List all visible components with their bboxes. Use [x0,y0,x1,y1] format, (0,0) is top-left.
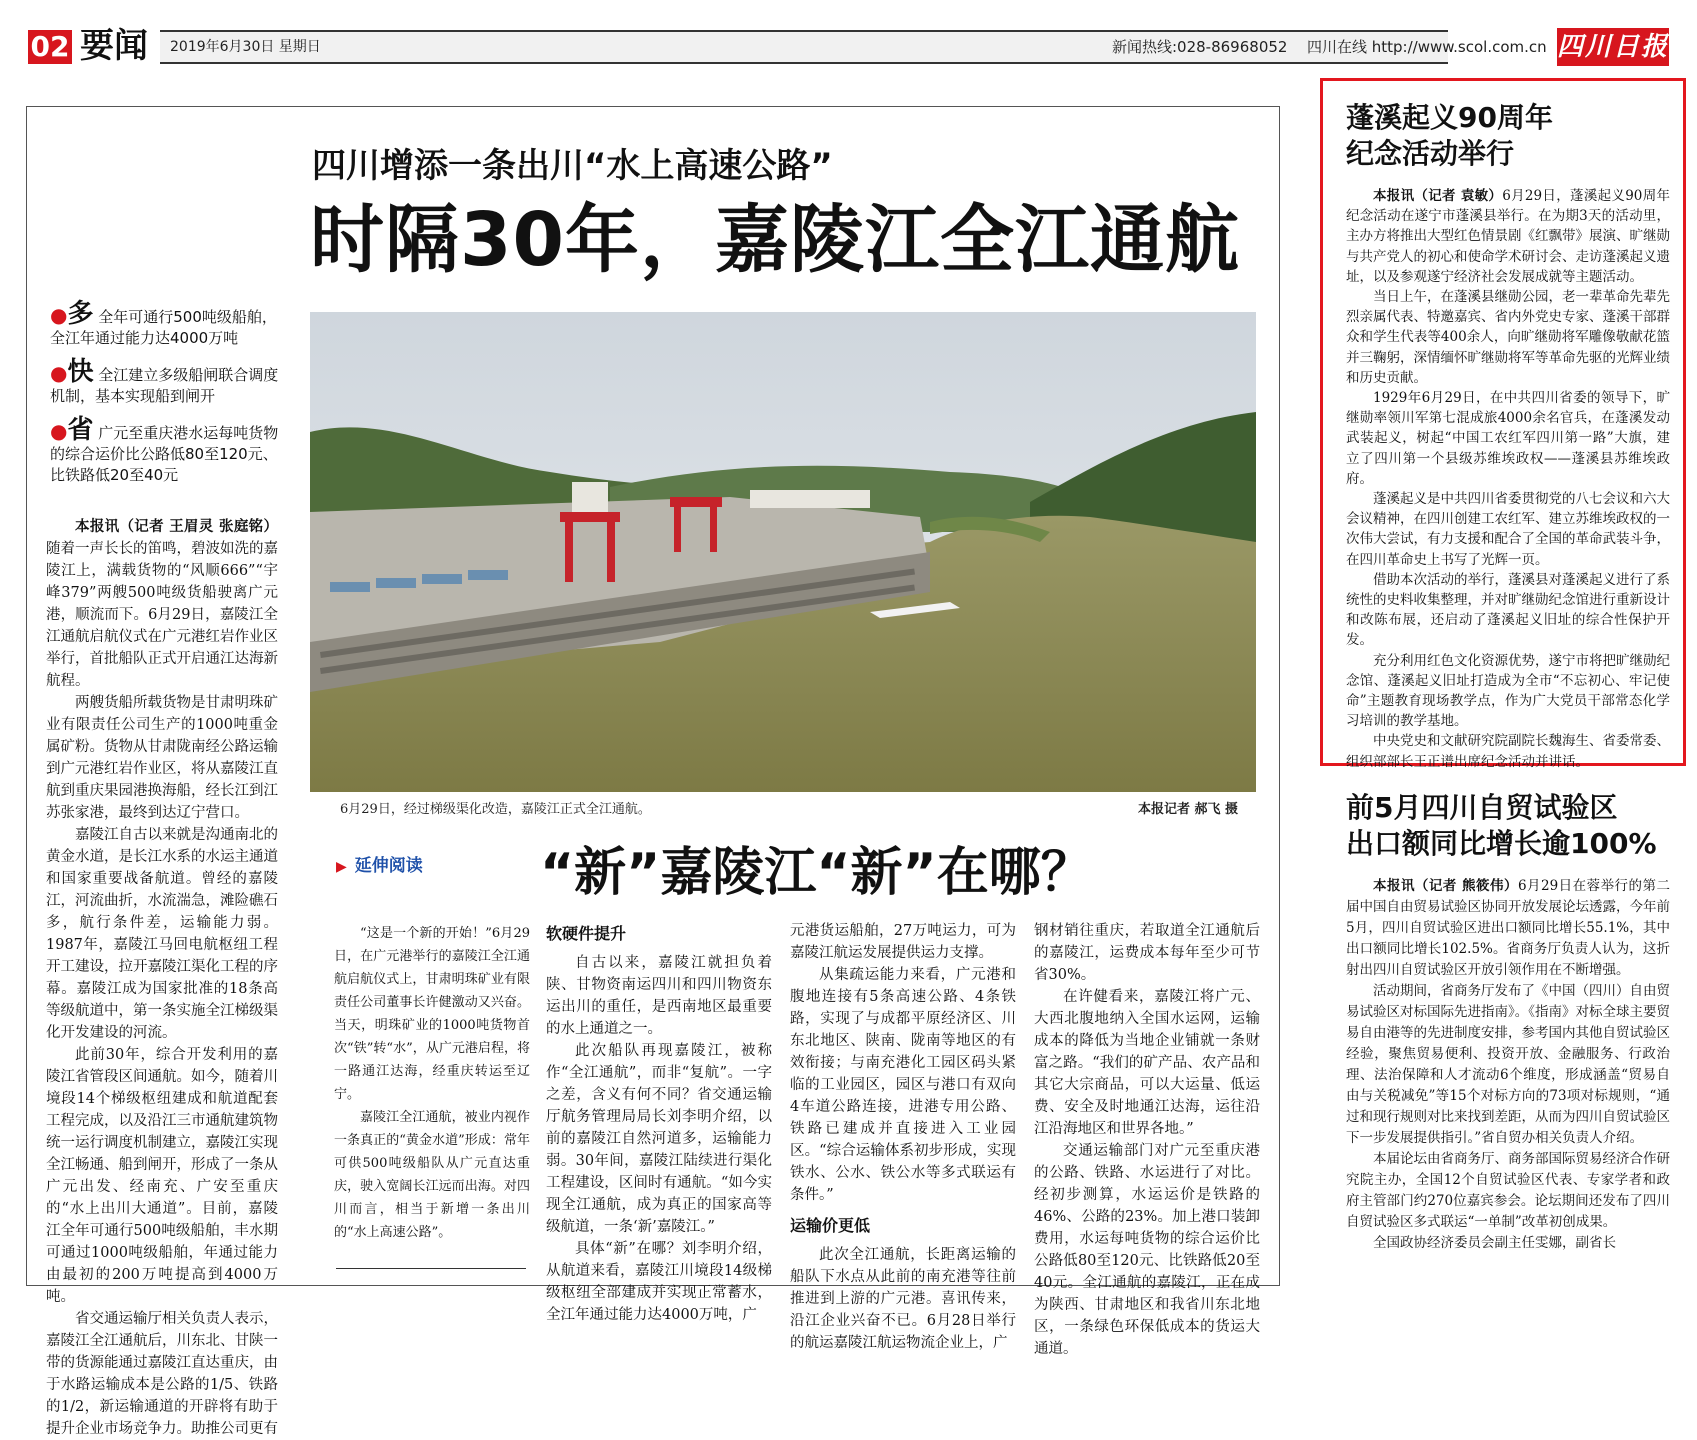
subheading: 软硬件提升 [546,924,627,943]
lead-headline: 时隔30年，嘉陵江全江通航 [310,197,1240,283]
bullet-dot-icon: ● [50,419,68,443]
river-port-photo [310,312,1256,792]
paragraph: 此前30年，综合开发利用的嘉陵江省管段区间通航。如今，随着川境段14个梯级枢纽建成和航道配套工程完成，以及沿江三市通航建筑物统一运行调度机制建立，嘉陵江实现全江畅通、船到闸开，形成了一条从广元出发、经南充、广安至重庆的“水上出川大通道”。目前，嘉陵江全年可通行500吨级船舶，丰水期可通过1000吨级船舶，年通过能力由最初的200万吨提高到4000万吨。 [46,1047,278,1305]
highlight-bullet: ●多 全年可通行500吨级船舶，全江年通过能力达4000万吨 [50,299,277,347]
sidebar-headline: 蓬溪起义90周年 纪念活动举行 [1346,101,1553,170]
lead-body-column: 本报讯（记者 王眉灵 张庭铭）随着一声长长的笛鸣，碧波如洗的嘉陵江上，满载货物的“风顺666”“宇峰379”两艘500吨级货船驶离广元港，顺流而下。6月29日，嘉陵江全江通航启航仪式在广元港红岩作业区举行，首批船队正式开启通江达海新航程。 两艘货船所载货物是甘肃明珠矿业有限责任公司生产的1000吨重金属矿粉。货物从甘肃陇南经公路运输到广元港红岩作业区，将从嘉陵江直航到重庆果园港换海船，经长江到江苏张家港，最终到达辽宁营口。 嘉陵江自古以来就是沟通南北的黄金水道，是长江水系的水运主通道和国家重要战备航道。曾经的嘉陵江，河流曲折，水流湍急，滩险礁石多，航行条件差，运输能力弱。1987年，嘉陵江马回电航枢纽工程开工建设，拉开嘉陵江渠化工程的序幕。嘉陵江成为国家批准的18条高等级航道中，第一条实施全江梯级渠化开发建设的河流。 此前30年，综合开发利用的嘉陵江省管段区间通航。如今，随着川境段14个梯级枢纽建成和航道配套工程完成，以及沿江三市通航建筑物统一运行调度机制建立，嘉陵江实现全江畅通、船到闸开，形成了一条从广元出发、经南充、广安至重庆的“水上出川大通道”。目前，嘉陵江全年可通行500吨级船舶，丰水期可通过1000吨级船舶，年通过能力由最初的200万吨提高到4000万吨。 省交通运输厅相关负责人表示，嘉陵江全江通航后，川东北、甘陕一带的货源能通过嘉陵江直达重庆，由于水路运输成本是公路的1/5、铁路的1/2，新运输通道的开辟将有助于提升企业市场竞争力。助推公司更有 [46,516,278,1440]
paragraph: 具体“新”在哪？刘李明介绍，从航道来看，嘉陵江川境段14级梯级枢纽全部建成并实现正常蓄水，全江年通过能力达4000万吨，广 [546,1241,772,1323]
paragraph: 嘉陵江自古以来就是沟通南北的黄金水道，是长江水系的水运主通道和国家重要战备航道。曾经的嘉陵江，河流曲折，水流湍急，滩险礁石多，航行条件差，运输能力弱。1987年，嘉陵江马回电航枢纽工程开工建设，拉开嘉陵江渠化工程的序幕。嘉陵江成为国家批准的18条高等级航道中，第一条实施全江梯级渠化开发建设的河流。 [46,827,278,1041]
bullet-dot-icon: ● [50,303,68,327]
paragraph: 省交通运输厅相关负责人表示，嘉陵江全江通航后，川东北、甘陕一带的货源能通过嘉陵江直达重庆，由于水路运输成本是公路的1/5、铁路的1/2，新运输通道的开辟将有助于提升企业市场竞争力。助推公司更有 [46,1311,278,1437]
paragraph: 钢材销往重庆，若取道全江通航后的嘉陵江，运费成本每年至少可节省30%。 [1034,923,1260,983]
sidebar-story-body: 本报讯（记者 袁敏）6月29日，蓬溪起义90周年纪念活动在遂宁市蓬溪县举行。在为期3天的活动里，主办方将推出大型红色情景剧《红飘带》展演、旷继勋与共产党人的初心和使命学术研讨会、走访蓬溪起义遗址，以及参观遂宁经济社会发展成就等主题活动。 当日上午，在蓬溪县继勋公园，老一辈革命先辈先烈亲属代表、特邀嘉宾、省内外党史专家、蓬溪干部群众和学生代表等400余人，向旷继勋将军雕像敬献花篮并三鞠躬，深情缅怀旷继勋将军等革命先驱的光辉业绩和历史贡献。 1929年6月29日，在中共四川省委的领导下，旷继勋率领川军第七混成旅4000余名官兵，在蓬溪发动武装起义，树起“中国工农红军四川第一路”大旗，建立了四川第一个县级苏维埃政权——蓬溪县苏维埃政府。 蓬溪起义是中共四川省委贯彻党的八七会议和六大会议精神，在四川创建工农红军、建立苏维埃政权的一次伟大尝试，有力支援和配合了全国的革命武装斗争，在四川革命史上书写了光辉一页。 借助本次活动的举行，蓬溪县对蓬溪起义进行了系统性的史料收集整理，并对旷继勋纪念馆进行重新设计和改陈布展，还启动了蓬溪起义旧址的综合性保护开发。 充分利用红色文化资源优势，遂宁市将把旷继勋纪念馆、蓬溪起义旧址打造成为全市“不忘初心、牢记使命”主题教育现场教学点，作为广大党员干部常态化学习培训的教学基地。 中央党史和文献研究院副院长魏海生、省委常委、组织部部长王正谱出席纪念活动并讲话。 [1346,186,1670,772]
extension-column [790,920,1016,1354]
photo-credit: 本报记者 郝飞 摄 [1138,802,1239,817]
bullet-dot-icon: ● [50,361,68,385]
paragraph: 中央党史和文献研究院副院长魏海生、省委常委、组织部部长王正谱出席纪念活动并讲话。 [1346,733,1670,770]
sidebar-byline: 本报讯（记者 袁敏） [1373,188,1503,204]
photo-caption: 6月29日，经过梯级渠化改造，嘉陵江正式全江通航。 [340,802,651,817]
extension-column [546,922,772,1326]
paragraph: 蓬溪起义是中共四川省委贯彻党的八七会议和六大会议精神，在四川创建工农红军、建立苏维埃政权的一次伟大尝试，有力支援和配合了全国的革命武装斗争，在四川革命史上书写了光辉一页。 [1346,491,1670,568]
paragraph: 嘉陵江全江通航，被业内视作一条真正的“黄金水道”形成：常年可供500吨级船队从广元直达重庆，驶入宽阔长江远而出海。对四川而言，相当于新增一条出川的“水上高速公路”。 [334,1110,530,1240]
lead-kicker: 四川增添一条出川“水上高速公路” [312,146,833,186]
extension-column [1034,920,1260,1360]
paragraph: 两艘货船所载货物是甘肃明珠矿业有限责任公司生产的1000吨重金属矿粉。货物从甘肃陇南经公路运输到广元港红岩作业区，将从嘉陵江直航到重庆果园港换海船，经长江到江苏张家港，最终到达辽宁营口。 [46,695,278,821]
paragraph: 充分利用红色文化资源优势，遂宁市将把旷继勋纪念馆、蓬溪起义旧址打造成为全市“不忘初心、牢记使命”主题教育现场教学点，作为广大党员干部常态化学习培训的教学基地。 [1346,652,1670,730]
paragraph: 本届论坛由省商务厅、商务部国际贸易经济合作研究院主办，全国12个自贸试验区代表、专家学者和政府主管部门约270位嘉宾参会。论坛期间还发布了四川自贸试验区多式联运“一单制”改革初创成果。 [1346,1151,1670,1230]
subheading: 运输价更低 [790,1216,871,1235]
paragraph: 此次全江通航，长距离运输的船队下水点从此前的南充港等往前推进到上游的广元港。喜讯传来，沿江企业兴奋不已。6月28日举行的航运嘉陵江航运物流企业上，广 [790,1247,1016,1351]
sidebar-story-body: 本报讯（记者 熊筱伟）6月29日在蓉举行的第二届中国自由贸易试验区协同开放发展论坛透露，今年前5月，四川自贸试验区进出口额同比增长55.1%，其中出口额同比增长102.5%。省商务厅负责人认为，这折射出四川自贸试验区开放引领作用在不断增强。 活动期间，省商务厅发布了《中国（四川）自由贸易试验区对标国际先进指南》。《指南》对标全球主要贸易自由港等的先进制度安排，参考国内其他自贸试验区经验，聚焦贸易便利、投资开放、金融服务、行政治理、法治保障和人才流动6个维度，形成涵盖“贸易自由与关税减免”等15个对标方向的73项对标规则，“通过和现行规则对比来找到差距，从而为四川自贸试验区下一步发展提供指引。”省自贸办相关负责人介绍。 本届论坛由省商务厅、商务部国际贸易经济合作研究院主办，全国12个自贸试验区代表、专家学者和政府主管部门约270位嘉宾参会。论坛期间还发布了四川自贸试验区多式联运“一单制”改革初创成果。 全国政协经济委员会副主任雯娜，副省长 [1346,876,1670,1254]
newspaper-logo: 四川日报 [1557,28,1669,66]
sidebar-headline: 前5月四川自贸试验区 出口额同比增长逾100% [1346,791,1657,860]
issue-date: 2019年6月30日 星期日 [170,39,321,55]
section-name: 要闻 [80,26,148,66]
page-number: 02 [28,30,72,64]
extension-headline: “新”嘉陵江“新”在哪？ [540,843,1093,903]
extended-reading-label[interactable]: ▶ 延伸阅读 [336,856,423,876]
paragraph: 1929年6月29日，在中共四川省委的领导下，旷继勋率领川军第七混成旅4000余名官兵，在蓬溪发动武装起义，树起“中国工农红军四川第一路”大旗，建立了四川第一个县级苏维埃政权——蓬溪县苏维埃政府。 [1346,390,1670,487]
news-hotline: 新闻热线:028-86968052 [1112,38,1288,56]
sidebar-byline: 本报讯（记者 熊筱伟） [1373,878,1518,894]
paragraph: 此次船队再现嘉陵江，被称作“全江通航”，而非“复航”。一字之差，含义有何不同？省交通运输厅航务管理局局长刘李明介绍，以前的嘉陵江自然河道多，运输能力弱。30年间，嘉陵江陆续进行渠化工程建设，区间时有通航。“如今实现全江通航，成为真正的国家高等级航道，一条‘新’嘉陵江。” [546,1043,772,1235]
paragraph: 交通运输部门对广元至重庆港的公路、铁路、水运进行了对比。经初步测算，水运运价是铁路的46%、公路的23%。加上港口装卸费用，水运每吨货物的综合运价比公路低80至120元、比铁路低20至40元。全江通航的嘉陵江，正在成为陕西、甘肃地区和我省川东北地区，一条绿色环保低成本的货运大通道。 [1034,1143,1260,1357]
intro-column [334,922,530,1244]
paragraph: 全国政协经济委员会副主任雯娜，副省长 [1373,1235,1616,1251]
website-link[interactable]: 四川在线 http://www.scol.com.cn [1307,38,1547,56]
paragraph: 从集疏运能力来看，广元港和腹地连接有5条高速公路、4条铁路，实现了与成都平原经济区、川东北地区、陕南、陇南等地区的有效衔接；与南充港化工园区码头紧临的工业园区，园区与港口有双向4车道公路连接，进港专用公路、铁路已建成并直接进入工业园区。“综合运输体系初步形成，实现铁水、公水、铁公水等多式联运有条件。” [790,967,1016,1203]
column-divider [336,1268,526,1269]
paragraph: 活动期间，省商务厅发布了《中国（四川）自由贸易试验区对标国际先进指南》。《指南》对标全球主要贸易自由港等的先进制度安排，参考国内其他自贸试验区经验，聚焦贸易便利、投资开放、金融服务、行政治理、法治保障和人才流动6个维度，形成涵盖“贸易自由与关税减免”等15个对标方向的73项对标规则，“通过和现行规则对比来找到差距，从而为四川自贸试验区下一步发展提供指引。”省自贸办相关负责人介绍。 [1346,983,1670,1146]
triangle-right-icon: ▶ [336,859,347,875]
paragraph: 当日上午，在蓬溪县继勋公园，老一辈革命先辈先烈亲属代表、特邀嘉宾、省内外党史专家、蓬溪干部群众和学生代表等400余人，向旷继勋将军雕像敬献花篮并三鞠躬，深情缅怀旷继勋将军等革命先驱的光辉业绩和历史贡献。 [1346,289,1670,386]
highlight-bullet: ●省 广元至重庆港水运每吨货物的综合运价比公路低80至120元、比铁路低20至40元 [50,415,279,484]
paragraph: 元港货运船舶，27万吨运力，可为嘉陵江航运发展提供运力支撑。 [790,923,1016,961]
paragraph: 自古以来，嘉陵江就担负着陕、甘物资南运四川和四川物资东运出川的重任，是西南地区最重要的水上通道之一。 [546,955,772,1037]
paragraph: “这是一个新的开始！”6月29日，在广元港举行的嘉陵江全江通航启航仪式上，甘肃明珠矿业有限责任公司董事长许健激动又兴奋。当天，明珠矿业的1000吨货物首次“铁”转“水”，从广元港启程，将一路通江达海，经重庆转运至辽宁。 [334,926,530,1102]
lead-byline: 本报讯（记者 王眉灵 张庭铭） [75,519,278,535]
highlight-bullet: ●快 全江建立多级船闸联合调度机制，基本实现船到闸开 [50,357,279,405]
paragraph: 在许健看来，嘉陵江将广元、大西北腹地纳入全国水运网，运输成本的降低为当地企业铺就一条财富之路。“我们的矿产品、农产品和其它大宗商品，可以大运量、低运费、安全及时地通江达海，运往沿江沿海地区和世界各地。” [1034,989,1260,1137]
paragraph: 借助本次活动的举行，蓬溪县对蓬溪起义进行了系统性的史料收集整理，并对旷继勋纪念馆进行重新设计和改陈布展，还启动了蓬溪起义旧址的综合性保护开发。 [1346,571,1670,649]
